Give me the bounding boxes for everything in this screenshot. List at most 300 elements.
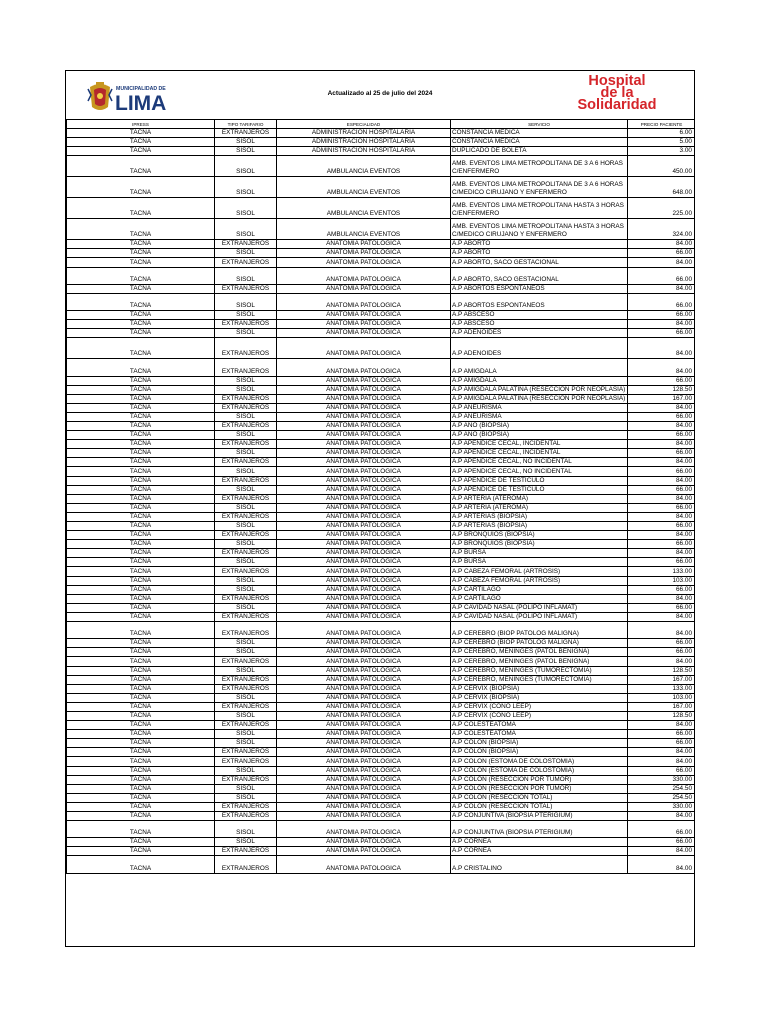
- table-row: [67, 540, 696, 549]
- cell-especialidad: ANATOMIA PATOLOGICA: [277, 284, 451, 293]
- cell-especialidad: ANATOMIA PATOLOGICA: [277, 739, 451, 748]
- cell-servicio: A.P CEREBRO, MENINGES (TUMORECTOMIA): [451, 666, 628, 675]
- cell-ipress: TACNA: [67, 721, 215, 730]
- cell-tipo-tarifario: SISOL: [215, 329, 277, 338]
- cell-especialidad: AMBULANCIA EVENTOS: [277, 198, 451, 219]
- cell-precio: 66.00: [628, 376, 696, 385]
- cell-especialidad: ANATOMIA PATOLOGICA: [277, 522, 451, 531]
- cell-especialidad: ANATOMIA PATOLOGICA: [277, 612, 451, 621]
- cell-precio: 66.00: [628, 730, 696, 739]
- cell-servicio: A.P ABORTOS ESPONTANEOS: [451, 293, 628, 310]
- table-row: [67, 476, 696, 485]
- cell-ipress: TACNA: [67, 320, 215, 329]
- cell-ipress: TACNA: [67, 485, 215, 494]
- cell-precio: 84.00: [628, 531, 696, 540]
- cell-precio: 66.00: [628, 540, 696, 549]
- cell-precio: 66.00: [628, 329, 696, 338]
- cell-ipress: TACNA: [67, 567, 215, 576]
- cell-precio: 324.00: [628, 219, 696, 240]
- cell-precio: 84.00: [628, 258, 696, 267]
- cell-precio: 5.00: [628, 138, 696, 147]
- table-row: [67, 403, 696, 412]
- table-row: [67, 812, 696, 821]
- cell-ipress: TACNA: [67, 775, 215, 784]
- cell-tipo-tarifario: EXTRANJEROS: [215, 812, 277, 821]
- cell-precio: 84.00: [628, 476, 696, 485]
- cell-tipo-tarifario: EXTRANJEROS: [215, 657, 277, 666]
- table-row: [67, 657, 696, 666]
- cell-tipo-tarifario: SISOL: [215, 138, 277, 147]
- cell-tipo-tarifario: EXTRANJEROS: [215, 359, 277, 376]
- cell-tipo-tarifario: EXTRANJEROS: [215, 458, 277, 467]
- cell-precio: 66.00: [628, 412, 696, 421]
- cell-precio: 84.00: [628, 240, 696, 249]
- cell-precio: 66.00: [628, 522, 696, 531]
- cell-especialidad: ANATOMIA PATOLOGICA: [277, 431, 451, 440]
- cell-precio: 648.00: [628, 177, 696, 198]
- cell-tipo-tarifario: EXTRANJEROS: [215, 421, 277, 430]
- cell-tipo-tarifario: EXTRANJEROS: [215, 721, 277, 730]
- cell-especialidad: ANATOMIA PATOLOGICA: [277, 748, 451, 757]
- table-row: [67, 156, 696, 177]
- cell-tipo-tarifario: SISOL: [215, 249, 277, 258]
- table-row: [67, 284, 696, 293]
- cell-precio: 66.00: [628, 311, 696, 320]
- cell-ipress: TACNA: [67, 576, 215, 585]
- cell-tipo-tarifario: EXTRANJEROS: [215, 757, 277, 766]
- cell-tipo-tarifario: EXTRANJEROS: [215, 684, 277, 693]
- cell-ipress: TACNA: [67, 267, 215, 284]
- cell-tipo-tarifario: SISOL: [215, 503, 277, 512]
- cell-servicio: A.P CABEZA FEMORAL (ARTROSIS): [451, 567, 628, 576]
- cell-ipress: TACNA: [67, 376, 215, 385]
- cell-ipress: TACNA: [67, 503, 215, 512]
- svg-text:LIMA: LIMA: [115, 92, 167, 115]
- cell-especialidad: ANATOMIA PATOLOGICA: [277, 421, 451, 430]
- cell-precio: 66.00: [628, 558, 696, 567]
- table-row: [67, 421, 696, 430]
- cell-precio: 66.00: [628, 585, 696, 594]
- cell-ipress: TACNA: [67, 612, 215, 621]
- table-row: [67, 329, 696, 338]
- cell-servicio: AMB. EVENTOS LIMA METROPOLITANA HASTA 3 HORAS C/MEDICO CIRUJANO Y ENFERMERO: [451, 219, 628, 240]
- cell-servicio: A.P COLON (RESECCION TOTAL): [451, 802, 628, 811]
- table-row: [67, 129, 696, 138]
- cell-tipo-tarifario: SISOL: [215, 639, 277, 648]
- cell-tipo-tarifario: EXTRANJEROS: [215, 512, 277, 521]
- cell-tipo-tarifario: SISOL: [215, 449, 277, 458]
- col-header-tipo-tarifario: TIPO TARIFARIO: [215, 120, 277, 129]
- table-row: [67, 338, 696, 359]
- cell-servicio: A.P CERVIX (BIOPSIA): [451, 693, 628, 702]
- cell-ipress: TACNA: [67, 739, 215, 748]
- cell-especialidad: ANATOMIA PATOLOGICA: [277, 784, 451, 793]
- cell-tipo-tarifario: EXTRANJEROS: [215, 394, 277, 403]
- cell-servicio: A.P CABEZA FEMORAL (ARTROSIS): [451, 576, 628, 585]
- cell-servicio: A.P APENDICE CECAL, INCIDENTAL: [451, 449, 628, 458]
- cell-servicio: A.P COLON (RESECCION POR TUMOR): [451, 775, 628, 784]
- table-row: [67, 293, 696, 310]
- cell-ipress: TACNA: [67, 558, 215, 567]
- cell-ipress: TACNA: [67, 657, 215, 666]
- table-row: [67, 757, 696, 766]
- table-row: [67, 376, 696, 385]
- cell-precio: 84.00: [628, 594, 696, 603]
- cell-tipo-tarifario: SISOL: [215, 485, 277, 494]
- cell-tipo-tarifario: SISOL: [215, 576, 277, 585]
- cell-servicio: A.P BURSA: [451, 558, 628, 567]
- cell-precio: 84.00: [628, 856, 696, 873]
- cell-servicio: A.P COLON (BIOPSIA): [451, 739, 628, 748]
- cell-especialidad: ANATOMIA PATOLOGICA: [277, 585, 451, 594]
- cell-servicio: CONSTANCIA MEDICA: [451, 138, 628, 147]
- cell-ipress: TACNA: [67, 821, 215, 838]
- cell-precio: 84.00: [628, 748, 696, 757]
- table-row: [67, 138, 696, 147]
- cell-tipo-tarifario: SISOL: [215, 177, 277, 198]
- cell-ipress: TACNA: [67, 675, 215, 684]
- cell-ipress: TACNA: [67, 476, 215, 485]
- cell-especialidad: ANATOMIA PATOLOGICA: [277, 467, 451, 476]
- cell-precio: 66.00: [628, 267, 696, 284]
- cell-precio: 6.00: [628, 129, 696, 138]
- table-row: [67, 838, 696, 847]
- cell-ipress: TACNA: [67, 421, 215, 430]
- cell-precio: 84.00: [628, 403, 696, 412]
- cell-servicio: DUPLICADO DE BOLETA: [451, 147, 628, 156]
- cell-tipo-tarifario: EXTRANJEROS: [215, 594, 277, 603]
- cell-especialidad: ANATOMIA PATOLOGICA: [277, 267, 451, 284]
- cell-tipo-tarifario: EXTRANJEROS: [215, 320, 277, 329]
- cell-especialidad: ANATOMIA PATOLOGICA: [277, 458, 451, 467]
- cell-especialidad: ADMINISTRACION HOSPITALARIA: [277, 129, 451, 138]
- cell-ipress: TACNA: [67, 147, 215, 156]
- table-row: [67, 666, 696, 675]
- cell-ipress: TACNA: [67, 666, 215, 675]
- cell-ipress: TACNA: [67, 512, 215, 521]
- table-row: [67, 512, 696, 521]
- cell-especialidad: ANATOMIA PATOLOGICA: [277, 338, 451, 359]
- table-row: [67, 198, 696, 219]
- cell-especialidad: ANATOMIA PATOLOGICA: [277, 730, 451, 739]
- cell-servicio: A.P ARTERIA (ATEROMA): [451, 494, 628, 503]
- cell-precio: 167.00: [628, 394, 696, 403]
- cell-especialidad: ANATOMIA PATOLOGICA: [277, 293, 451, 310]
- cell-servicio: A.P AMIGDALA PALATINA (RESECCION POR NEOPLASIA): [451, 394, 628, 403]
- cell-precio: 133.00: [628, 684, 696, 693]
- col-header-ipress: IPRESS: [67, 120, 215, 129]
- cell-especialidad: ANATOMIA PATOLOGICA: [277, 449, 451, 458]
- cell-ipress: TACNA: [67, 156, 215, 177]
- table-row: [67, 684, 696, 693]
- cell-ipress: TACNA: [67, 603, 215, 612]
- cell-servicio: A.P CARTILAGO: [451, 594, 628, 603]
- cell-tipo-tarifario: SISOL: [215, 147, 277, 156]
- cell-tipo-tarifario: SISOL: [215, 603, 277, 612]
- cell-servicio: A.P AMIGDALA: [451, 376, 628, 385]
- cell-especialidad: ANATOMIA PATOLOGICA: [277, 376, 451, 385]
- cell-servicio: A.P CERVIX (CONO LEEP): [451, 711, 628, 720]
- cell-precio: 66.00: [628, 766, 696, 775]
- cell-ipress: TACNA: [67, 338, 215, 359]
- table-row: [67, 177, 696, 198]
- cell-ipress: TACNA: [67, 748, 215, 757]
- table-row: [67, 485, 696, 494]
- cell-servicio: A.P CORNEA: [451, 847, 628, 856]
- table-row: [67, 531, 696, 540]
- cell-ipress: TACNA: [67, 412, 215, 421]
- cell-especialidad: ANATOMIA PATOLOGICA: [277, 838, 451, 847]
- cell-precio: 103.00: [628, 576, 696, 585]
- cell-especialidad: ANATOMIA PATOLOGICA: [277, 512, 451, 521]
- cell-especialidad: ANATOMIA PATOLOGICA: [277, 766, 451, 775]
- cell-precio: 66.00: [628, 838, 696, 847]
- cell-precio: 128.50: [628, 385, 696, 394]
- table-row: [67, 784, 696, 793]
- cell-servicio: A.P ANEURISMA: [451, 403, 628, 412]
- table-row: [67, 267, 696, 284]
- table-row: [67, 240, 696, 249]
- cell-tipo-tarifario: SISOL: [215, 693, 277, 702]
- cell-especialidad: ANATOMIA PATOLOGICA: [277, 648, 451, 657]
- cell-servicio: A.P CERVIX (BIOPSIA): [451, 684, 628, 693]
- cell-servicio: A.P CONJUNTIVA (BIOPSIA PTERIGIUM): [451, 812, 628, 821]
- cell-precio: 84.00: [628, 421, 696, 430]
- cell-tipo-tarifario: EXTRANJEROS: [215, 612, 277, 621]
- cell-especialidad: ANATOMIA PATOLOGICA: [277, 775, 451, 784]
- table-row: [67, 219, 696, 240]
- cell-tipo-tarifario: EXTRANJEROS: [215, 258, 277, 267]
- cell-especialidad: ANATOMIA PATOLOGICA: [277, 847, 451, 856]
- cell-tipo-tarifario: EXTRANJEROS: [215, 549, 277, 558]
- table-row: [67, 748, 696, 757]
- cell-servicio: A.P CARTILAGO: [451, 585, 628, 594]
- cell-tipo-tarifario: SISOL: [215, 522, 277, 531]
- table-row: [67, 567, 696, 576]
- cell-tipo-tarifario: EXTRANJEROS: [215, 240, 277, 249]
- cell-tipo-tarifario: SISOL: [215, 385, 277, 394]
- cell-especialidad: ANATOMIA PATOLOGICA: [277, 311, 451, 320]
- table-row: [67, 522, 696, 531]
- cell-ipress: TACNA: [67, 793, 215, 802]
- cell-precio: 225.00: [628, 198, 696, 219]
- cell-especialidad: ANATOMIA PATOLOGICA: [277, 639, 451, 648]
- cell-especialidad: ANATOMIA PATOLOGICA: [277, 440, 451, 449]
- cell-tipo-tarifario: SISOL: [215, 219, 277, 240]
- cell-tipo-tarifario: SISOL: [215, 821, 277, 838]
- cell-ipress: TACNA: [67, 812, 215, 821]
- table-row: [67, 258, 696, 267]
- cell-especialidad: ANATOMIA PATOLOGICA: [277, 757, 451, 766]
- cell-ipress: TACNA: [67, 522, 215, 531]
- cell-ipress: TACNA: [67, 311, 215, 320]
- cell-precio: 66.00: [628, 431, 696, 440]
- cell-servicio: A.P ADENOIDES: [451, 329, 628, 338]
- cell-precio: 66.00: [628, 293, 696, 310]
- cell-precio: 84.00: [628, 494, 696, 503]
- cell-servicio: A.P CONJUNTIVA (BIOPSIA PTERIGIUM): [451, 821, 628, 838]
- cell-tipo-tarifario: SISOL: [215, 793, 277, 802]
- cell-precio: 84.00: [628, 812, 696, 821]
- cell-ipress: TACNA: [67, 594, 215, 603]
- updated-date: Actualizado al 25 de julio del 2024: [327, 90, 433, 97]
- cell-precio: 84.00: [628, 320, 696, 329]
- cell-precio: 84.00: [628, 359, 696, 376]
- cell-especialidad: ANATOMIA PATOLOGICA: [277, 702, 451, 711]
- cell-ipress: TACNA: [67, 540, 215, 549]
- cell-tipo-tarifario: EXTRANJEROS: [215, 748, 277, 757]
- cell-ipress: TACNA: [67, 129, 215, 138]
- table-row: [67, 503, 696, 512]
- cell-ipress: TACNA: [67, 684, 215, 693]
- cell-tipo-tarifario: SISOL: [215, 293, 277, 310]
- cell-servicio: A.P COLON (ESTOMA DE COLOSTOMIA): [451, 757, 628, 766]
- cell-especialidad: ANATOMIA PATOLOGICA: [277, 540, 451, 549]
- cell-precio: 66.00: [628, 603, 696, 612]
- cell-precio: 84.00: [628, 549, 696, 558]
- cell-servicio: A.P AMIGDALA PALATINA (RESECCION POR NEOPLASIA): [451, 385, 628, 394]
- cell-servicio: CONSTANCIA MEDICA: [451, 129, 628, 138]
- cell-servicio: A.P CERVIX (CONO LEEP): [451, 702, 628, 711]
- cell-precio: 84.00: [628, 338, 696, 359]
- cell-servicio: A.P APENDICE CECAL, INCIDENTAL: [451, 440, 628, 449]
- cell-servicio: A.P BRONQUIOS (BIOPSIA): [451, 540, 628, 549]
- cell-tipo-tarifario: EXTRANJEROS: [215, 129, 277, 138]
- table-row: [67, 249, 696, 258]
- cell-servicio: A.P ABSCESO: [451, 320, 628, 329]
- cell-ipress: TACNA: [67, 467, 215, 476]
- cell-servicio: A.P CAVIDAD NASAL (POLIPO INFLAMAT): [451, 612, 628, 621]
- cell-tipo-tarifario: EXTRANJEROS: [215, 403, 277, 412]
- cell-especialidad: ANATOMIA PATOLOGICA: [277, 594, 451, 603]
- cell-servicio: A.P CEREBRO (BIOP PATOLOG MALIGNA): [451, 639, 628, 648]
- cell-precio: 3.00: [628, 147, 696, 156]
- cell-especialidad: AMBULANCIA EVENTOS: [277, 219, 451, 240]
- cell-especialidad: ANATOMIA PATOLOGICA: [277, 802, 451, 811]
- table-row: [67, 612, 696, 621]
- cell-tipo-tarifario: SISOL: [215, 311, 277, 320]
- cell-tipo-tarifario: EXTRANJEROS: [215, 440, 277, 449]
- cell-tipo-tarifario: SISOL: [215, 267, 277, 284]
- cell-tipo-tarifario: EXTRANJEROS: [215, 856, 277, 873]
- table-row: [67, 394, 696, 403]
- cell-precio: 84.00: [628, 512, 696, 521]
- cell-ipress: TACNA: [67, 458, 215, 467]
- table-row: [67, 320, 696, 329]
- col-header-especialidad: ESPECIALIDAD: [277, 120, 451, 129]
- cell-ipress: TACNA: [67, 329, 215, 338]
- cell-tipo-tarifario: SISOL: [215, 467, 277, 476]
- cell-tipo-tarifario: SISOL: [215, 376, 277, 385]
- price-sheet: [65, 70, 695, 947]
- cell-precio: 254.50: [628, 784, 696, 793]
- table-row: [67, 359, 696, 376]
- cell-precio: 330.00: [628, 802, 696, 811]
- cell-especialidad: ANATOMIA PATOLOGICA: [277, 359, 451, 376]
- cell-especialidad: AMBULANCIA EVENTOS: [277, 156, 451, 177]
- table-row: [67, 412, 696, 421]
- cell-tipo-tarifario: SISOL: [215, 648, 277, 657]
- cell-precio: 133.00: [628, 567, 696, 576]
- cell-precio: 103.00: [628, 693, 696, 702]
- cell-ipress: TACNA: [67, 385, 215, 394]
- cell-especialidad: ANATOMIA PATOLOGICA: [277, 666, 451, 675]
- cell-especialidad: ANATOMIA PATOLOGICA: [277, 793, 451, 802]
- cell-precio: 254.50: [628, 793, 696, 802]
- cell-especialidad: ANATOMIA PATOLOGICA: [277, 567, 451, 576]
- cell-especialidad: ANATOMIA PATOLOGICA: [277, 320, 451, 329]
- cell-servicio: A.P CRISTALINO: [451, 856, 628, 873]
- table-row: [67, 558, 696, 567]
- cell-servicio: A.P COLON (RESECCION TOTAL): [451, 793, 628, 802]
- cell-precio: 84.00: [628, 657, 696, 666]
- table-row: [67, 821, 696, 838]
- cell-tipo-tarifario: EXTRANJEROS: [215, 802, 277, 811]
- cell-servicio: A.P COLON (RESECCION POR TUMOR): [451, 784, 628, 793]
- cell-tipo-tarifario: SISOL: [215, 711, 277, 720]
- cell-tipo-tarifario: SISOL: [215, 431, 277, 440]
- cell-servicio: A.P COLON (ESTOMA DE COLOSTOMIA): [451, 766, 628, 775]
- cell-especialidad: ANATOMIA PATOLOGICA: [277, 693, 451, 702]
- cell-ipress: TACNA: [67, 549, 215, 558]
- cell-especialidad: ANATOMIA PATOLOGICA: [277, 657, 451, 666]
- cell-ipress: TACNA: [67, 622, 215, 639]
- cell-ipress: TACNA: [67, 766, 215, 775]
- table-row: [67, 622, 696, 639]
- price-table: [66, 119, 695, 874]
- cell-ipress: TACNA: [67, 359, 215, 376]
- cell-especialidad: ANATOMIA PATOLOGICA: [277, 675, 451, 684]
- cell-tipo-tarifario: SISOL: [215, 558, 277, 567]
- table-row: [67, 693, 696, 702]
- table-row: [67, 793, 696, 802]
- cell-servicio: A.P ABORTOS ESPONTANEOS: [451, 284, 628, 293]
- cell-servicio: A.P APENDICE DE TESTICULO: [451, 476, 628, 485]
- table-row: [67, 576, 696, 585]
- table-row: [67, 802, 696, 811]
- cell-servicio: A.P ABORTO, SACO GESTACIONAL: [451, 267, 628, 284]
- cell-servicio: A.P CAVIDAD NASAL (POLIPO INFLAMAT): [451, 603, 628, 612]
- cell-servicio: A.P CEREBRO, MENINGES (PATOL BENIGNA): [451, 648, 628, 657]
- col-header-servicio: SERVICIO: [451, 120, 628, 129]
- cell-tipo-tarifario: SISOL: [215, 730, 277, 739]
- cell-servicio: A.P CEREBRO, MENINGES (TUMORECTOMIA): [451, 675, 628, 684]
- cell-servicio: A.P CEREBRO (BIOP PATOLOG MALIGNA): [451, 622, 628, 639]
- cell-especialidad: ANATOMIA PATOLOGICA: [277, 240, 451, 249]
- cell-especialidad: ANATOMIA PATOLOGICA: [277, 812, 451, 821]
- cell-servicio: A.P ARTERIAS (BIOPSIA): [451, 522, 628, 531]
- table-row: [67, 711, 696, 720]
- cell-servicio: A.P ABORTO: [451, 240, 628, 249]
- cell-servicio: A.P ADENOIDES: [451, 338, 628, 359]
- cell-ipress: TACNA: [67, 258, 215, 267]
- cell-servicio: A.P ANO (BIOPSIA): [451, 431, 628, 440]
- cell-ipress: TACNA: [67, 639, 215, 648]
- cell-especialidad: ANATOMIA PATOLOGICA: [277, 711, 451, 720]
- cell-servicio: A.P APENDICE CECAL, NO INCIDENTAL: [451, 467, 628, 476]
- cell-precio: 84.00: [628, 284, 696, 293]
- cell-servicio: A.P BURSA: [451, 549, 628, 558]
- cell-especialidad: ANATOMIA PATOLOGICA: [277, 549, 451, 558]
- table-row: [67, 549, 696, 558]
- cell-servicio: A.P ABORTO, SACO GESTACIONAL: [451, 258, 628, 267]
- cell-tipo-tarifario: SISOL: [215, 156, 277, 177]
- cell-ipress: TACNA: [67, 494, 215, 503]
- table-row: [67, 440, 696, 449]
- cell-ipress: TACNA: [67, 711, 215, 720]
- table-row: [67, 458, 696, 467]
- cell-tipo-tarifario: EXTRANJEROS: [215, 702, 277, 711]
